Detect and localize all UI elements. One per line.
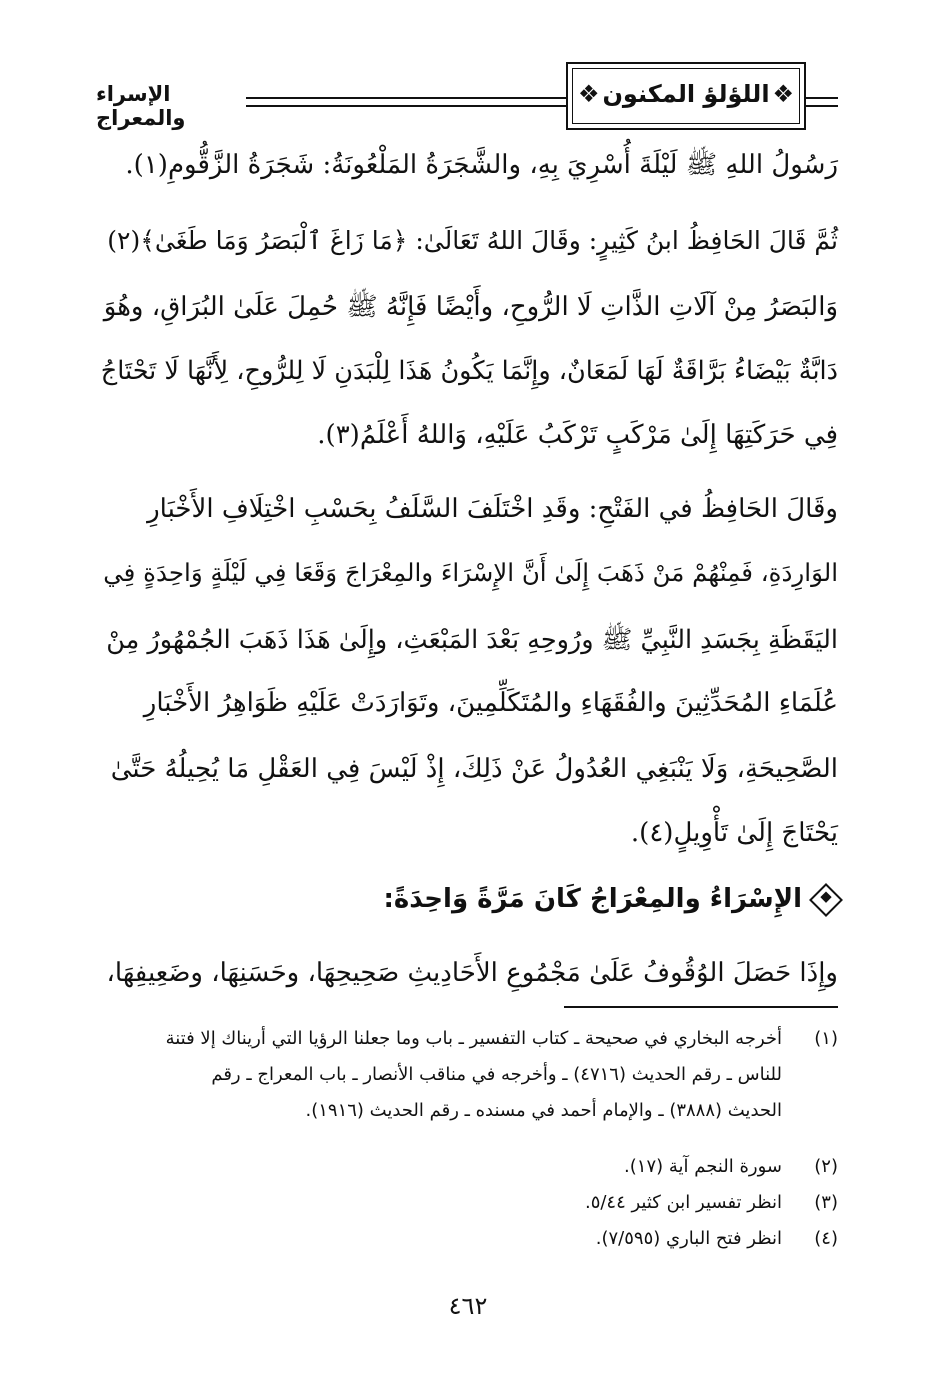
text-line: الصَّحِيحَةِ، وَلَا يَنْبَغِي العُدُولُ عَنْ ذَلِكَ، إِذْ لَيْسَ فِي العَقْلِ مَا يُحِيلُهُ حَتَّىٰ <box>110 754 838 784</box>
footnote-line: سورة النجم آية (١٧). <box>624 1156 782 1177</box>
text-line: ثُمَّ قَالَ الحَافِظُ ابنُ كَثِيرٍ: وقَالَ اللهُ تَعَالَىٰ: ﴿مَا زَاغَ ٱلْبَصَرُ وَمَا طَغَىٰ﴾(٢) <box>107 226 838 255</box>
text-line: وقَالَ الحَافِظُ في الفَتْحِ: وقَدِ اخْتَلَفَ السَّلَفُ بِحَسْبِ اخْتِلَافِ الأَخْبَارِ <box>147 494 838 524</box>
footnote-number: (١) <box>814 1028 838 1049</box>
section-subheading <box>384 884 838 914</box>
chapter-title: الإسراء والمعراج <box>96 82 186 130</box>
footnote-line: انظر تفسير ابن كثير ٥/٤٤. <box>584 1192 782 1213</box>
ornament-icon: ❖ <box>578 80 600 108</box>
text-line: دَابَّةٌ بَيْضَاءُ بَرَّاقَةٌ لَهَا لَمَعَانٌ، وإِنَّمَا يَكُونُ هَذَا لِلْبَدَنِ لَا لِلرُّوحِ، لِأَنَّهَا لَا تَحْتَاجُ <box>100 356 838 386</box>
ornament-icon: ❖ <box>772 80 794 108</box>
text-line: فِي حَرَكَتِهَا إِلَىٰ مَرْكَبٍ تَرْكَبُ عَلَيْهِ، وَاللهُ أَعْلَمُ(٣). <box>317 420 838 450</box>
page-number: ٤٦٢ <box>448 1292 488 1320</box>
main-text <box>96 0 838 1000</box>
footnote <box>96 1222 838 1256</box>
text-line: وإِذَا حَصَلَ الوُقُوفُ عَلَىٰ مَجْمُوعِ الأَحَادِيثِ صَحِيحِهَا، وحَسَنِهَا، وضَعِيفِهَا، <box>106 958 838 988</box>
text-line: يَحْتَاجَ إِلَىٰ تَأْوِيلٍ(٤). <box>630 818 838 848</box>
text-line: عُلَمَاءِ المُحَدِّثِينَ والفُقَهَاءِ والمُتَكَلِّمِينَ، وتَوَارَدَتْ عَلَيْهِ ظَوَاهِرُ الأَخْبَارِ <box>143 688 838 718</box>
footnote-number: (٢) <box>814 1156 838 1177</box>
footnote-separator <box>564 1006 838 1008</box>
footnote-line: أخرجه البخاري في صحيحة ـ كتاب التفسير ـ باب وما جعلنا الرؤيا التي أريناك إلا فتنة <box>165 1028 782 1049</box>
footnote <box>96 1022 838 1132</box>
footnote-line: انظر فتح الباري (٧/٥٩٥). <box>595 1228 782 1249</box>
footnote-number: (٤) <box>814 1228 838 1249</box>
text-line: وَالبَصَرُ مِنْ آلَاتِ الذَّاتِ لَا الرُّوحِ، وأَيْضًا فَإِنَّهُ ﷺ حُمِلَ عَلَىٰ البُرَاقِ، وهُوَ <box>103 292 838 322</box>
text-line: رَسُولُ اللهِ ﷺ لَيْلَةَ أُسْرِيَ بِهِ، والشَّجَرَةُ المَلْعُونَةُ: شَجَرَةُ الزَّقُّومِ(١). <box>125 150 838 180</box>
text-line: الوَارِدَةِ، فَمِنْهُمْ مَنْ ذَهَبَ إِلَىٰ أَنَّ الإِسْرَاءَ والمِعْرَاجَ وَقَعَا فِي لَيْلَةٍ وَاحِدَةٍ فِي <box>103 558 838 587</box>
text-line: اليَقَظَةِ بِجَسَدِ النَّبِيِّ ﷺ ورُوحِهِ بَعْدَ المَبْعَثِ، وإِلَىٰ هَذَا ذَهَبَ الجُمْهُورُ مِنْ <box>106 625 838 655</box>
footnote-number: (٣) <box>814 1192 838 1213</box>
book-title: اللؤلؤ المكنون <box>602 80 770 108</box>
footnote <box>96 1186 838 1220</box>
subheading-text: الإِسْرَاءُ والمِعْرَاجُ كَانَ مَرَّةً وَاحِدَةً: <box>383 884 802 914</box>
diamond-bullet-icon <box>809 883 843 917</box>
footnote-line: للناس ـ رقم الحديث (٤٧١٦) ـ وأخرجه في مناقب الأنصار ـ باب المعراج ـ رقم <box>211 1064 782 1085</box>
footnote-line: الحديث (٣٨٨٨) ـ والإمام أحمد في مسنده ـ رقم الحديث (١٩١٦). <box>305 1100 782 1121</box>
footnote <box>96 1150 838 1184</box>
